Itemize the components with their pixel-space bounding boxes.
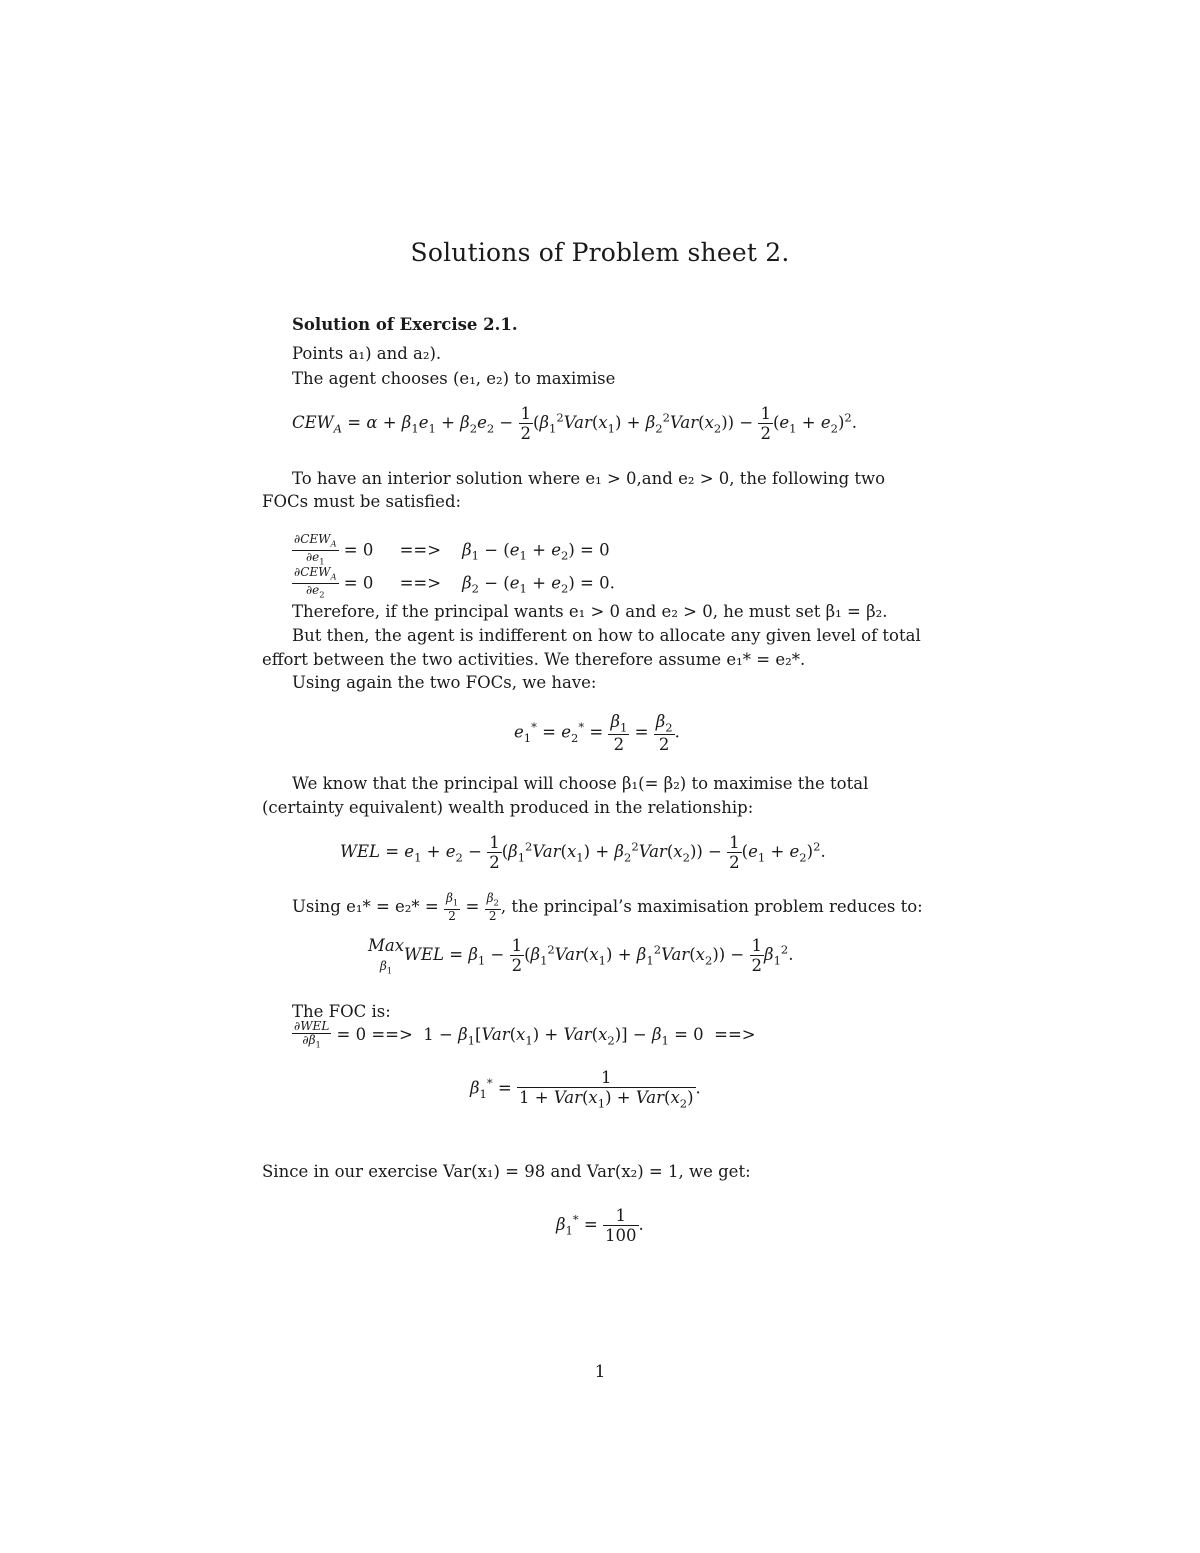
- equation-foc-1: $\frac{\partial CEW_A}{\partial e_1}$ = 0 ==> $\beta_1 - (e_1 + e_2) = 0$: [294, 532, 610, 567]
- equation-e-star: $e_1^* = e_2^*$ = $\frac{\beta_1}{2}$ = $\frac{\beta_2}{2}$ .: [514, 712, 680, 755]
- text-since: Since in our exercise Var(x₁) = 98 and Var(x₂) = 1, we get:: [262, 1162, 751, 1181]
- text-interior-1: To have an interior solution where e₁ > 0,and e₂ > 0, the following two: [292, 469, 886, 488]
- equation-beta-value: $\beta_1^*$ = $\frac{1}{100}$ .: [556, 1206, 644, 1245]
- page-title: Solutions of Problem sheet 2.: [410, 238, 790, 267]
- page-number: 1: [594, 1362, 606, 1382]
- equation-cew: $CEW_A = \alpha + \beta_1e_1 + \beta_2e_2$ − $\frac{1}{2}$ $(\beta_1^2Var(x_1) + \beta_2^2Var(x_2))$ − $\frac{1}{2}$ $(e_1 + e_2)^2$.: [292, 404, 858, 443]
- text-using-e-star: Using e₁* = e₂* = $\frac{\beta_1}{2}$ = $\frac{\beta_2}{2}$ , the principal’s maximisation problem reduces to:: [292, 891, 923, 924]
- text-but-then-1: But then, the agent is indifferent on how to allocate any given level of total: [292, 626, 921, 645]
- text-using-e-star-pre: Using e₁* = e₂* =: [292, 897, 439, 917]
- text-agent-chooses: The agent chooses (e₁, e₂) to maximise: [292, 369, 616, 388]
- text-points: Points a₁) and a₂).: [292, 344, 442, 363]
- equation-beta-star: $\beta_1^*$ = $\frac{1}{1 + Var(x_1) + Var(x_2)}$ .: [470, 1068, 701, 1111]
- equation-foc-wel: $\frac{\text{∂WEL}}{\partial\beta_1}$ = 0 ==> $1 - \beta_1[Var(x_1) + Var(x_2)] - \beta_1 = 0$ ==>: [294, 1019, 756, 1050]
- section-heading: Solution of Exercise 2.1.: [292, 315, 518, 334]
- equation-foc-2: $\frac{\partial CEW_A}{\partial e_2}$ = 0 ==> $\beta_2 - (e_1 + e_2) = 0$.: [294, 565, 615, 600]
- equation-wel: WEL = $e_1 + e_2$ − $\frac{1}{2}$ $(\beta_1^2Var(x_1) + \beta_2^2Var(x_2))$ − $\frac{1}{2}$ $(e_1 + e_2)^2$.: [340, 833, 826, 872]
- text-we-know-1: We know that the principal will choose β₁(= β₂) to maximise the total: [292, 774, 869, 793]
- text-therefore: Therefore, if the principal wants e₁ > 0 and e₂ > 0, he must set β₁ = β₂.: [292, 602, 888, 621]
- text-interior-2: FOCs must be satisfied:: [262, 492, 462, 511]
- text-using-e-star-post: , the principal’s maximisation problem reduces to:: [500, 897, 923, 917]
- text-but-then-2: effort between the two activities. We therefore assume e₁* = e₂*.: [262, 650, 806, 669]
- text-foc-is: The FOC is:: [292, 1002, 391, 1021]
- text-we-know-2: (certainty equivalent) wealth produced in the relationship:: [262, 798, 754, 817]
- equation-max-wel: Max $\beta_1WEL = \beta_1$ − $\frac{1}{2}$ $(\beta_1^2Var(x_1) + \beta_1^2Var(x_2))$ − $\frac{1}{2}$ $\beta_1^2$.: [368, 936, 794, 976]
- text-using-focs: Using again the two FOCs, we have:: [292, 673, 597, 692]
